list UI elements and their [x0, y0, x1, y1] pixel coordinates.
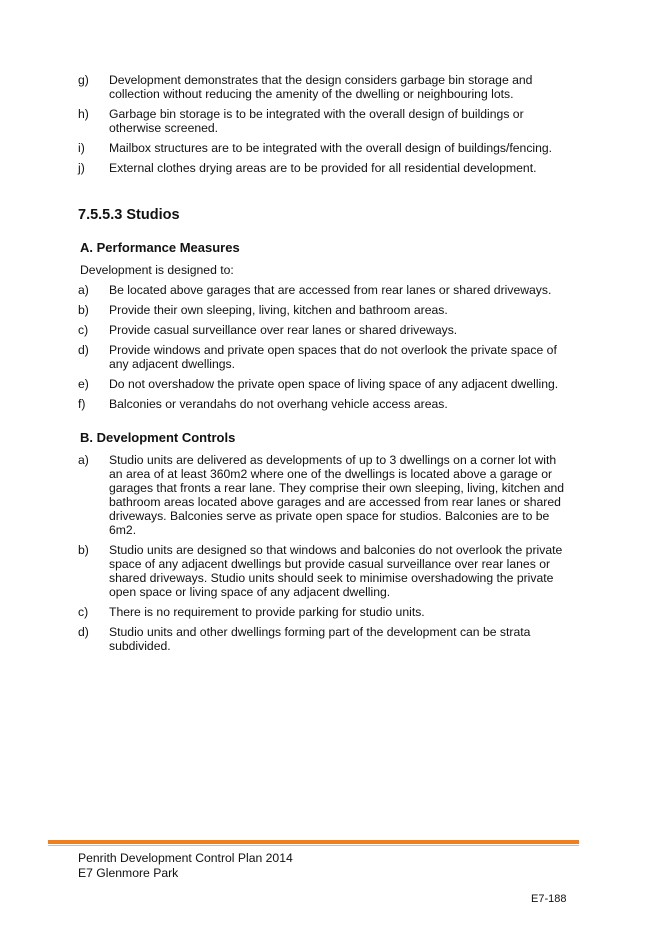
list-item: [78, 161, 568, 175]
list-letter: b): [78, 303, 89, 317]
footer-rule-thin: [48, 845, 579, 846]
list-item: [78, 107, 568, 135]
list-text: External clothes drying areas are to be provided for all residential development.: [109, 161, 537, 175]
list-text: Be located above garages that are accessed from rear lanes or shared driveways.: [109, 283, 552, 297]
page-number: E7-188: [531, 893, 567, 905]
list-letter: e): [78, 377, 89, 391]
list-text: Development demonstrates that the design considers garbage bin storage and collection without reducing the amenity of the dwelling or neighbouring lots.: [109, 73, 533, 101]
list-letter: g): [78, 73, 89, 87]
list-letter: i): [78, 141, 85, 155]
controls-list: [78, 453, 568, 659]
list-item: [78, 543, 568, 599]
footer-rule: [48, 840, 579, 844]
list-item: [78, 397, 568, 411]
list-text: Provide their own sleeping, living, kitchen and bathroom areas.: [109, 303, 448, 317]
list-item: [78, 377, 568, 391]
list-item: [78, 141, 568, 155]
list-text: Garbage bin storage is to be integrated with the overall design of buildings or otherwise screened.: [109, 107, 524, 135]
list-text: Provide windows and private open spaces that do not overlook the private space of any adjacent dwellings.: [109, 343, 557, 371]
performance-intro: Development is designed to:: [80, 263, 234, 277]
performance-list: [78, 283, 568, 417]
list-text: Mailbox structures are to be integrated with the overall design of buildings/fencing.: [109, 141, 553, 155]
section-title: 7.5.5.3 Studios: [78, 207, 180, 223]
list-letter: f): [78, 397, 86, 411]
list-letter: c): [78, 605, 89, 619]
footer-document-title: Penrith Development Control Plan 2014: [78, 851, 293, 865]
list-letter: d): [78, 625, 89, 639]
list-text: Studio units and other dwellings forming part of the development can be strata subdivided.: [109, 625, 531, 653]
list-text: Provide casual surveillance over rear lanes or shared driveways.: [109, 323, 458, 337]
list-text: Studio units are designed so that windows and balconies do not overlook the private space of any adjacent dwellings but provide casual surveillance over rear lanes or shared driveways. Studio units should seek to minimise overshadowing the private open space or living space of any adjacent dwelling.: [109, 543, 563, 599]
list-text: There is no requirement to provide parking for studio units.: [109, 605, 425, 619]
list-top: [78, 73, 568, 181]
list-letter: j): [78, 161, 85, 175]
list-letter: a): [78, 453, 89, 467]
list-letter: a): [78, 283, 89, 297]
list-item: [78, 605, 568, 619]
list-item: [78, 323, 568, 337]
list-letter: h): [78, 107, 89, 121]
list-item: [78, 283, 568, 297]
development-controls-heading: B. Development Controls: [80, 430, 236, 445]
list-item: [78, 625, 568, 653]
footer-section-title: E7 Glenmore Park: [78, 866, 179, 880]
list-text: Do not overshadow the private open space of living space of any adjacent dwelling.: [109, 377, 559, 391]
performance-measures-heading: A. Performance Measures: [80, 240, 240, 255]
list-letter: d): [78, 343, 89, 357]
list-text: Studio units are delivered as developments of up to 3 dwellings on a corner lot with an area of at least 360m2 where one of the dwellings is located above a garage or garages that fronts a rear lane. They comprise their own sleeping, living, kitchen and bathroom areas located above garages and are accessed from rear lanes or shared driveways. Balconies serve as private open space for studios. Balconies are to be 6m2.: [109, 453, 565, 537]
list-item: [78, 73, 568, 101]
list-letter: c): [78, 323, 89, 337]
list-item: [78, 303, 568, 317]
list-item: [78, 343, 568, 371]
list-letter: b): [78, 543, 89, 557]
list-text: Balconies or verandahs do not overhang vehicle access areas.: [109, 397, 448, 411]
list-item: [78, 453, 568, 537]
